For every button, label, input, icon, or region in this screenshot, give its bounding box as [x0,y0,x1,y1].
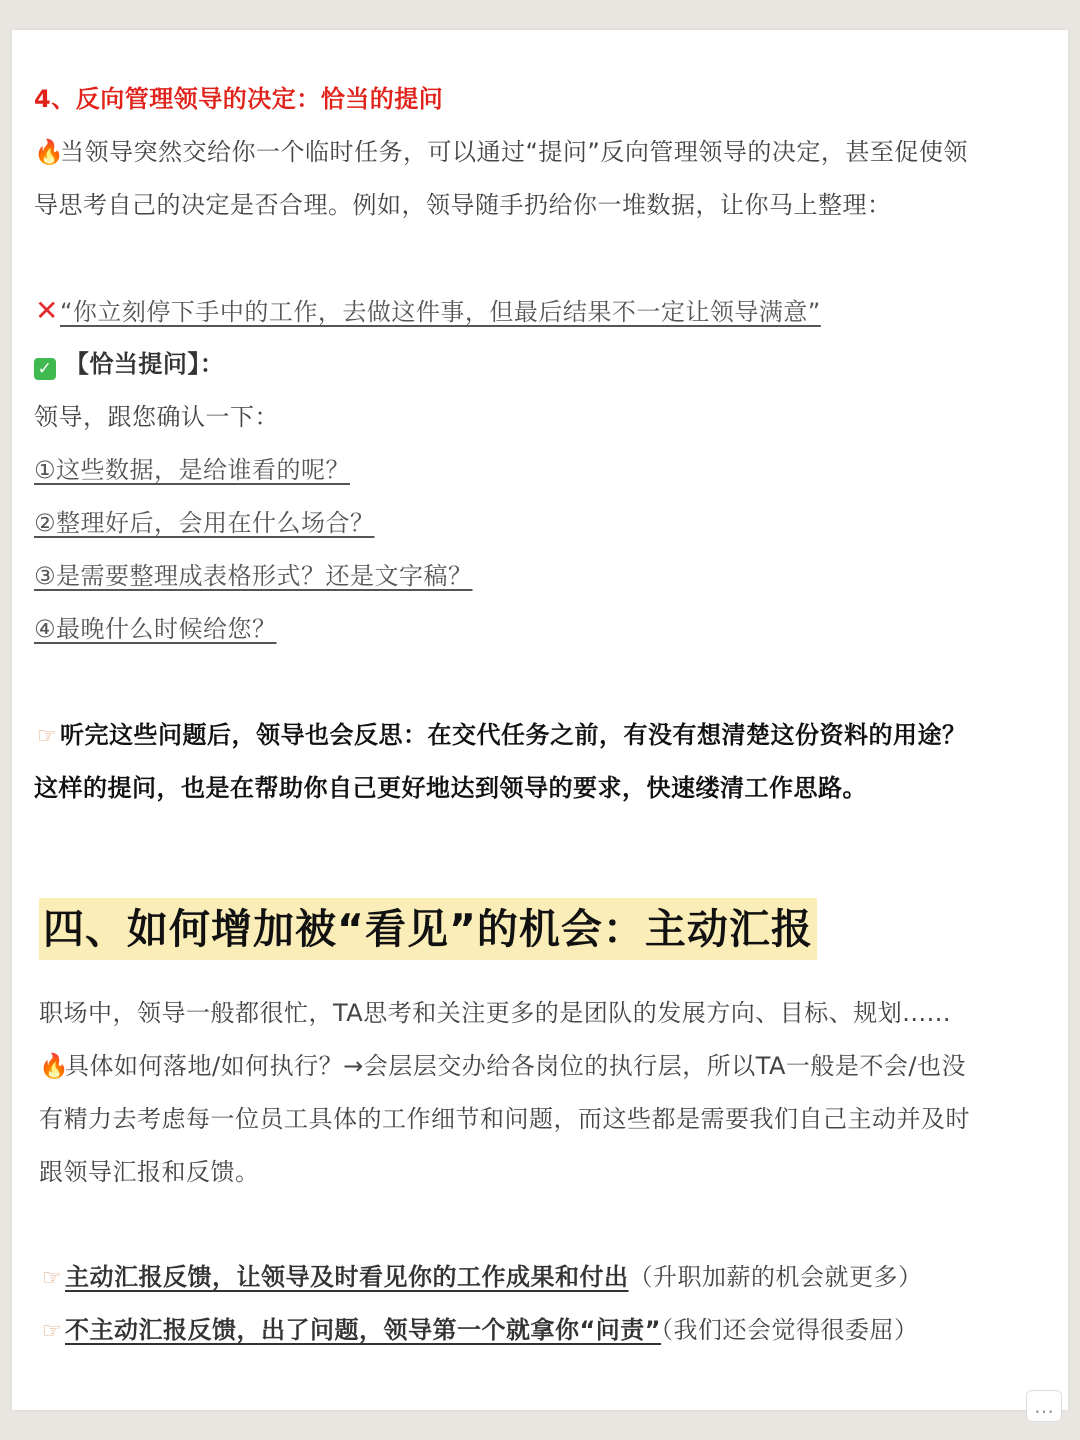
fire-icon: 🔥 [34,138,65,166]
pointing-hand-icon: ☞ [36,724,58,749]
question-item: ③是需要整理成表格形式？还是文字稿？ [34,562,473,590]
conclusion-text: 听完这些问题后，领导也会反思：在交代任务之前，有没有想清楚这份资料的用途？ [60,721,967,749]
fire-icon: 🔥 [39,1052,70,1080]
right-example-label [34,347,224,381]
article-content [12,30,1068,1410]
pointing-hand-icon: ☞ [41,1319,63,1344]
paragraph-line: 跟领导汇报和反馈。 [39,1158,260,1186]
section-four-title: 四、如何增加被“看见”的机会：主动汇报 [39,898,817,960]
right-label-text: 【恰当提问】： [64,350,225,378]
paragraph-text: 具体如何落地/如何执行？→会层层交办给各岗位的执行层，所以TA一般是不会/也没 [65,1052,966,1080]
point-note: （我们还会觉得很委屈） [661,1316,919,1344]
paragraph-text: 当领导突然交给你一个临时任务，可以通过“提问”反向管理领导的决定，甚至促使领 [60,138,968,166]
point-main-text: 主动汇报反馈，让领导及时看见你的工作成果和付出 [65,1263,629,1291]
point-note: （升职加薪的机会就更多） [628,1263,923,1291]
pointing-hand-icon: ☞ [41,1266,63,1291]
more-indicator-icon[interactable]: … [1026,1390,1062,1422]
wrong-example-text: “你立刻停下手中的工作，去做这件事，但最后结果不一定让领导满意” [60,298,821,326]
point-main-text: 不主动汇报反馈，出了问题，领导第一个就拿你“问责” [65,1316,662,1344]
article-card [12,30,1068,1410]
paragraph-line: 职场中，领导一般都很忙，TA思考和关注更多的是团队的发展方向、目标、规划...... [39,999,951,1027]
paragraph-line [39,1049,966,1083]
ask-intro: 领导，跟您确认一下： [34,403,279,431]
question-item: ①这些数据，是给谁看的呢？ [34,456,351,484]
check-mark-icon: ✓ [34,358,56,380]
section-4-title: 4、反向管理领导的决定：恰当的提问 [34,85,444,113]
question-item: ④最晚什么时候给您？ [34,615,277,643]
conclusion-line: 这样的提问，也是在帮助你自己更好地达到领导的要求，快速缕清工作思路。 [34,774,867,802]
point-item [39,1313,919,1349]
paragraph-line: 导思考自己的决定是否合理。例如，领导随手扔给你一堆数据，让你马上整理： [34,191,892,219]
cross-mark-icon: ✕ [35,294,59,327]
wrong-example [34,294,821,329]
paragraph-line: 有精力去考虑每一位员工具体的工作细节和问题，而这些都是需要我们自己主动并及时 [39,1105,970,1133]
conclusion-line [34,718,967,754]
question-item: ②整理好后，会用在什么场合？ [34,509,375,537]
point-item [39,1260,923,1296]
paragraph-line [34,135,968,169]
